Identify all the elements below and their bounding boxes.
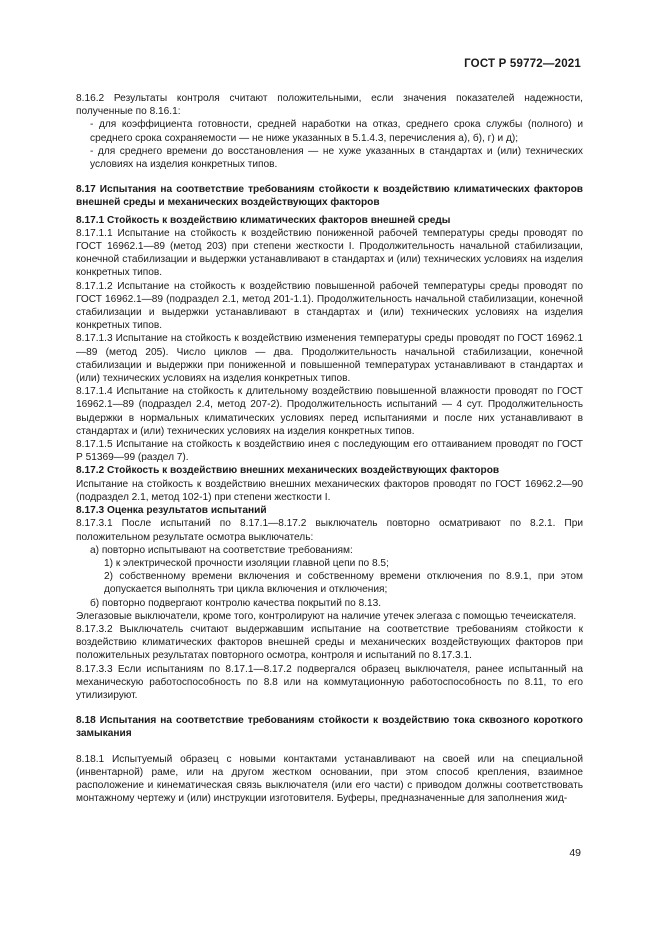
paragraph: 8.16.2 Результаты контроля считают положительными, если значения показателей надежности, полученные по 8.16.1: — [76, 93, 583, 118]
list-item: - для среднего времени до восстановления — не хуже указанных в стандартах и (или) технических условиях на изделия конкретных типов. — [90, 145, 583, 171]
paragraph: Элегазовые выключатели, кроме того, контролируют на наличие утечек элегаза с помощью течеискателя. — [76, 610, 577, 622]
list-item: а) повторно испытывают на соответствие требованиям: — [90, 544, 353, 556]
standard-header: ГОСТ Р 59772—2021 — [464, 58, 581, 70]
paragraph: 8.17.1.4 Испытание на стойкость к длительному воздействию повышенной влажности проводят по ГОСТ 16962.1—89 (подраздел 2.4, метод 207-2). Продолжительность испытаний — 4 сут. Продолжительность выдержки в нормальных климатических условиях перед испытаниями и после них устанавливают в стандартах и (или) технических условиях на изделия конкретных типов. — [76, 386, 583, 437]
page-number: 49 — [569, 847, 581, 859]
document-body — [76, 92, 583, 805]
section-heading: 8.17 Испытания на соответствие требованиям стойкости к воздействию климатических факторов внешней среды и механических воздействующих факторов — [76, 184, 583, 209]
list-item: 1) к электрической прочности изоляции главной цепи по 8.5; — [104, 557, 389, 569]
paragraph: Испытание на стойкость к воздействию внешних механических факторов проводят по ГОСТ 16962.2—90 (подраздел 2.1, метод 102-1) при степени жесткости I. — [76, 478, 583, 503]
subsection-heading: 8.17.2 Стойкость к воздействию внешних механических воздействующих факторов — [76, 465, 500, 477]
paragraph: 8.17.3.3 Если испытаниям по 8.17.1—8.17.2 подвергался образец выключателя, ранее испытанный на механическую работоспособность по 8.8 или на коммутационную работоспособность по 8.11, то его утилизируют. — [76, 663, 583, 701]
paragraph: 8.17.1.1 Испытание на стойкость к воздействию пониженной рабочей температуры среды проводят по ГОСТ 16962.1—89 (метод 203) при степени жесткости I. Продолжительность начальной стабилизации, конечной стабилизации и выдержки устанавливают в стандартах и (или) технических условиях на изделия конкретных типов. — [76, 227, 583, 279]
paragraph: 8.17.3.1 После испытаний по 8.17.1—8.17.2 выключатель повторно осматривают по 8.2.1. При положительном результате осмотра выключатель: — [76, 518, 583, 543]
paragraph: 8.18.1 Испытуемый образец с новыми контактами устанавливают на своей или на специальной (инвентарной) раме, или на другом жестком основании, при этом способ крепления, взаимное расположение и кинематическая связь выключателя (или его части) с приводом должны соответствовать монтажному чертежу и (или) инструкции изготовителя. Буферы, предназначенные для заполнения жид- — [76, 753, 583, 805]
paragraph: 8.17.1.5 Испытание на стойкость к воздействию инея с последующим его оттаиванием проводят по ГОСТ Р 51369—99 (раздел 7). — [76, 439, 583, 464]
paragraph: 8.17.1.2 Испытание на стойкость к воздействию повышенной рабочей температуры среды проводят по ГОСТ 16962.1—89 (подраздел 2.1, метод 201-1.1). Продолжительность начальной стабилизации, конечной стабилизации и выдержки устанавливают в стандартах и (или) технических условиях на изделия конкретных типов. — [76, 280, 583, 332]
subsection-heading: 8.17.1 Стойкость к воздействию климатических факторов внешней среды — [76, 214, 451, 226]
section-heading: 8.18 Испытания на соответствие требованиям стойкости к воздействию тока сквозного короткого замыкания — [76, 715, 583, 740]
subsection-heading: 8.17.3 Оценка результатов испытаний — [76, 505, 267, 517]
list-item: 2) собственному времени включения и собственному времени отключения по 8.9.1, при этом допускается выполнять три цикла включения и отключения; — [104, 571, 583, 596]
list-item: - для коэффициента готовности, средней наработки на отказ, среднего срока службы (полного) и среднего срока сохраняемости — не ниже указанных в 5.1.4.3, перечисления а), б), г) и д); — [90, 119, 583, 144]
paragraph: 8.17.1.3 Испытание на стойкость к воздействию изменения температуры среды проводят по ГОСТ 16962.1—89 (метод 205). Число циклов — два. Продолжительность начальной стабилизации, конечной стабилизации и выдержки при пониженной и повышенной температурах устанавливают в стандартах и (или) технических условиях на изделия конкретных типов. — [76, 333, 583, 385]
list-item: б) повторно подвергают контролю качества покрытий по 8.13. — [90, 597, 382, 609]
paragraph: 8.17.3.2 Выключатель считают выдержавшим испытание на соответствие требованиям стойкости к воздействию климатических факторов внешней среды и механических воздействующих факторов при положительных результатах повторного осмотра, контроля и испытаний по 8.17.3.1. — [76, 623, 583, 662]
